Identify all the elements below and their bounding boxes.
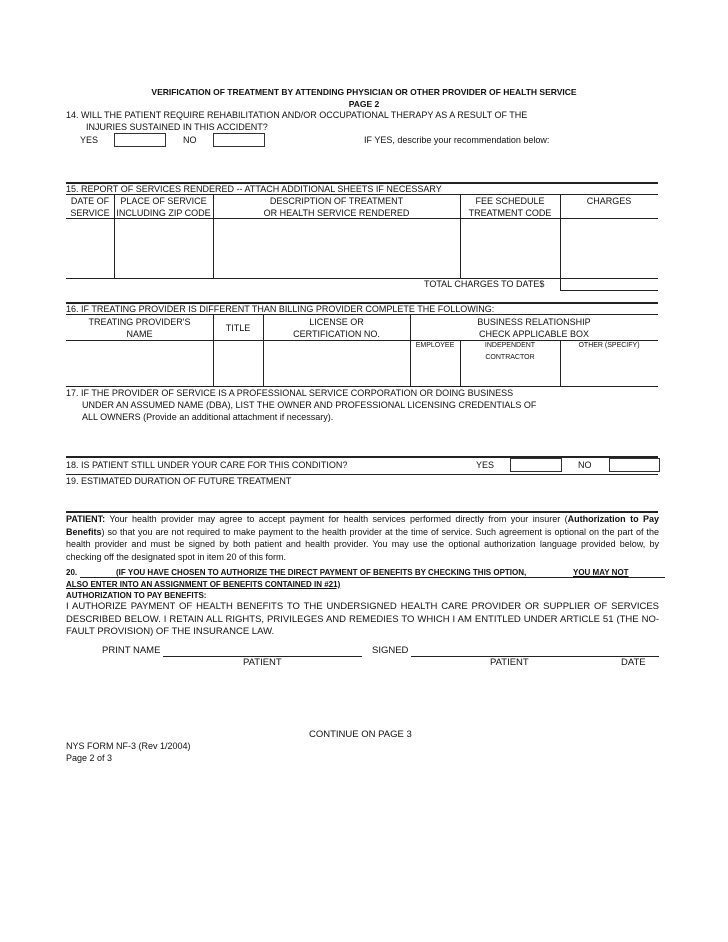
patient-notice xyxy=(66,513,659,563)
q20-number: 20. xyxy=(66,568,78,577)
print-name-patient-caption: PATIENT xyxy=(243,657,282,668)
q16-col-license-2: CERTIFICATION NO. xyxy=(293,329,380,339)
page-label: PAGE 2 xyxy=(348,99,380,109)
patient-notice-label: PATIENT: xyxy=(66,514,106,524)
table-rule xyxy=(66,386,658,387)
table-rule xyxy=(66,314,658,315)
q16-provider-name-field[interactable] xyxy=(66,341,213,385)
q18-no-label: NO xyxy=(578,460,592,470)
form-id: NYS FORM NF-3 (Rev 1/2004) xyxy=(66,741,191,751)
q15-col-desc-2: OR HEALTH SERVICE RENDERED xyxy=(263,208,410,218)
q14-question-line2: INJURIES SUSTAINED IN THIS ACCIDENT? xyxy=(86,122,268,132)
q20-underline xyxy=(116,577,665,578)
q16-title: 16. IF TREATING PROVIDER IS DIFFERENT THAN BILLING PROVIDER COMPLETE THE FOLLOWING: xyxy=(66,304,495,314)
form-title: VERIFICATION OF TREATMENT BY ATTENDING PHYSICIAN OR OTHER PROVIDER OF HEALTH SERVICE xyxy=(151,87,577,97)
section-divider xyxy=(66,456,658,458)
q15-total-charges-label: TOTAL CHARGES TO DATE$ xyxy=(424,279,545,289)
q16-col-provider-1: TREATING PROVIDER'S xyxy=(88,317,191,327)
signed-patient-caption: PATIENT xyxy=(490,657,529,668)
q14-recommendation-field[interactable] xyxy=(66,146,658,178)
table-rule xyxy=(66,194,658,195)
q17-question-line1: 17. IF THE PROVIDER OF SERVICE IS A PROFESSIONAL SERVICE CORPORATION OR DOING BUSINESS xyxy=(66,388,514,398)
patient-notice-text-b: ) so that you are not required to make payment to the health provider at the time of service. Such agreement is optional on the part of the health provider and must be signed by both patient and health provider. You may use the optional authorization language provided below, by checking off the designated spot in item 20 of this form. xyxy=(66,526,659,562)
signed-date-caption: DATE xyxy=(621,657,646,668)
q16-col-title: TITLE xyxy=(225,323,251,333)
q16-option-independent-1[interactable]: INDEPENDENT xyxy=(484,342,536,349)
print-name-label: PRINT NAME xyxy=(102,645,161,656)
q14-no-label: NO xyxy=(183,135,197,145)
page-count: Page 2 of 3 xyxy=(66,753,113,763)
q16-col-provider-2: NAME xyxy=(126,329,153,339)
q16-license-field[interactable] xyxy=(264,341,410,385)
q20-instruction-a: (IF YOU HAVE CHOSEN TO AUTHORIZE THE DIRECT PAYMENT OF BENEFITS BY CHECKING THIS OPTION, xyxy=(116,568,527,577)
table-rule xyxy=(560,290,658,291)
table-col-rule xyxy=(410,314,411,386)
continue-label: CONTINUE ON PAGE 3 xyxy=(309,729,412,740)
q16-option-independent-2: CONTRACTOR xyxy=(485,354,535,361)
q14-if-yes-label: IF YES, describe your recommendation below: xyxy=(364,135,550,145)
q18-no-checkbox[interactable] xyxy=(609,458,660,472)
patient-notice-text-a: Your health provider may agree to accept payment for health services performed directly from your insurer ( xyxy=(105,514,568,524)
q16-option-employee[interactable]: EMPLOYEE xyxy=(415,342,455,349)
q19-question: 19. ESTIMATED DURATION OF FUTURE TREATMENT xyxy=(66,476,292,486)
q15-col-date-2: SERVICE xyxy=(70,208,110,218)
q18-yes-label: YES xyxy=(476,460,495,470)
auth-body: I AUTHORIZE PAYMENT OF HEALTH BENEFITS TO THE UNDERSIGNED HEALTH CARE PROVIDER OR SUPPLIER OF SERVICES DESCRIBED BELOW. I RETAIN ALL RIGHTS, PRIVILEGES AND REMEDIES TO WHICH I AM ENTITLED UNDER ARTICLE 51 (THE NO-FAULT PROVISION) OF THE INSURANCE LAW. xyxy=(66,601,659,637)
q14-no-checkbox[interactable] xyxy=(213,133,265,147)
q15-col-desc-1: DESCRIPTION OF TREATMENT xyxy=(269,196,404,206)
section-divider xyxy=(66,474,658,475)
q16-col-license-1: LICENSE OR xyxy=(309,317,364,327)
q20-instruction-b: YOU MAY NOT xyxy=(573,568,629,577)
q20-check-line[interactable] xyxy=(80,577,116,578)
patient-notice-bold: Authorization to Pay Benefits xyxy=(66,514,660,537)
q14-yes-checkbox[interactable] xyxy=(114,133,166,147)
q15-col-place-2: INCLUDING ZIP CODE xyxy=(116,208,211,218)
q15-services-entry-area[interactable] xyxy=(66,219,658,277)
q16-option-other[interactable]: OTHER (SPECIFY) xyxy=(578,342,640,349)
q20-instruction-c: ALSO ENTER INTO AN ASSIGNMENT OF BENEFITS CONTAINED IN #21) xyxy=(66,580,341,589)
q15-total-charges-field[interactable] xyxy=(561,279,658,290)
q18-question: 18. IS PATIENT STILL UNDER YOUR CARE FOR THIS CONDITION? xyxy=(66,460,348,470)
q17-owners-field[interactable] xyxy=(66,424,658,454)
q18-yes-checkbox[interactable] xyxy=(510,458,562,472)
q17-question-line3: ALL OWNERS (Provide an additional attachment if necessary). xyxy=(82,412,334,422)
q15-col-date-1: DATE OF xyxy=(70,196,110,206)
q16-col-business-2: CHECK APPLICABLE BOX xyxy=(478,329,590,339)
q14-yes-label: YES xyxy=(80,135,99,145)
q14-question-line1: 14. WILL THE PATIENT REQUIRE REHABILITATION AND/OR OCCUPATIONAL THERAPY AS A RESULT OF THE xyxy=(66,110,528,120)
signed-label: SIGNED xyxy=(372,645,409,656)
q15-col-charges: CHARGES xyxy=(586,196,632,206)
q15-title: 15. REPORT OF SERVICES RENDERED -- ATTACH ADDITIONAL SHEETS IF NECESSARY xyxy=(66,184,442,194)
q16-title-field[interactable] xyxy=(214,341,263,385)
q15-col-fee-1: FEE SCHEDULE xyxy=(475,196,545,206)
q17-question-line2: UNDER AN ASSUMED NAME (DBA), LIST THE OWNER AND PROFESSIONAL LICENSING CREDENTIALS OF xyxy=(82,400,537,410)
q15-col-fee-2: TREATMENT CODE xyxy=(468,208,552,218)
auth-heading: AUTHORIZATION TO PAY BENEFITS: xyxy=(66,591,207,600)
q19-duration-field[interactable] xyxy=(66,488,658,510)
q16-col-business-1: BUSINESS RELATIONSHIP xyxy=(477,317,591,327)
q15-col-place-1: PLACE OF SERVICE xyxy=(120,196,207,206)
